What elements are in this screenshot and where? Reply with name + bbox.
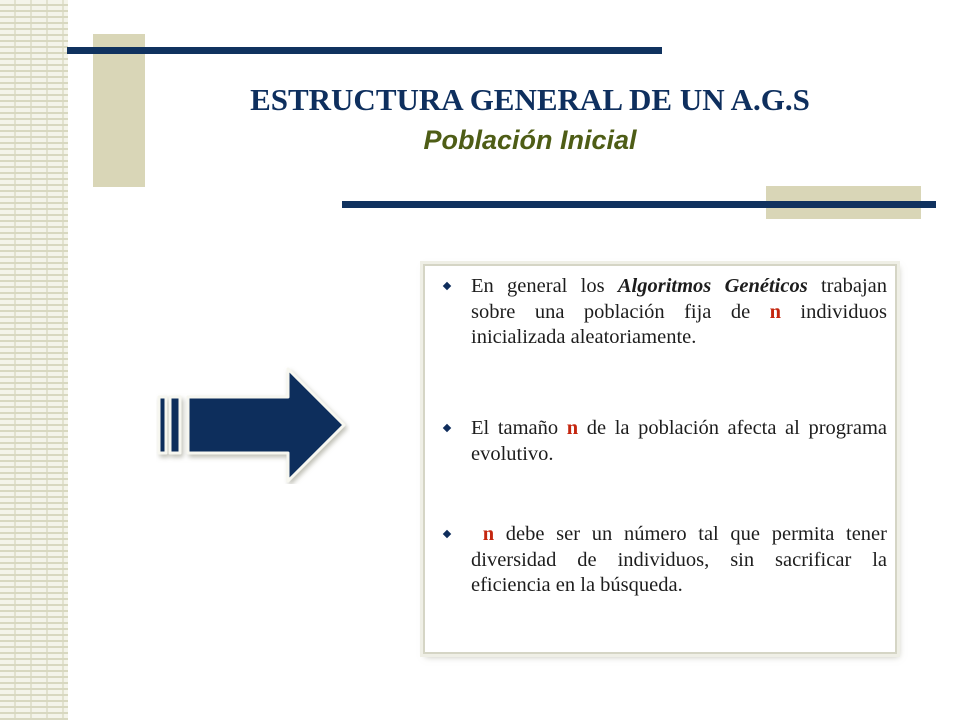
bullet-item — [441, 522, 887, 599]
bullet-text — [471, 274, 887, 351]
slide-subtitle: Población Inicial — [423, 125, 637, 155]
content-text-box — [423, 264, 897, 654]
bullet-text-part: El tamaño — [471, 417, 567, 439]
bullet-text — [471, 416, 887, 467]
bullet-emphasis: Algoritmos Genéticos — [617, 275, 808, 297]
decorative-line-bottom — [342, 201, 936, 208]
diamond-bullet-icon — [443, 424, 451, 432]
bullet-text — [471, 522, 887, 599]
bullet-item — [441, 416, 887, 467]
bullet-variable-n: n — [769, 300, 781, 323]
bullet-text-part: de la población afecta al programa evolutivo. — [471, 417, 887, 465]
bullet-text-part: debe ser un número tal que permita tener diversidad de individuos, sin sacrificar la eficiencia en la búsqueda. — [471, 523, 887, 597]
decorative-stripe-border — [0, 0, 68, 720]
slide-title: ESTRUCTURA GENERAL DE UN A.G.S — [250, 82, 810, 117]
striped-arrow-icon — [156, 366, 350, 484]
diamond-bullet-icon — [443, 282, 451, 290]
bullet-variable-n: n — [566, 417, 579, 439]
decorative-block-left — [93, 34, 145, 187]
bullet-text-part: En general los — [471, 275, 618, 297]
bullet-text-part: individuos inicializada aleatoriamente. — [471, 300, 887, 349]
bullet-text-part: trabajan sobre una población fija de — [471, 275, 888, 323]
diamond-bullet-icon — [443, 530, 451, 538]
bullet-variable-n: n — [482, 523, 495, 545]
decorative-line-top — [67, 47, 662, 54]
bullet-text-part — [471, 523, 483, 545]
bullet-item — [441, 274, 887, 351]
